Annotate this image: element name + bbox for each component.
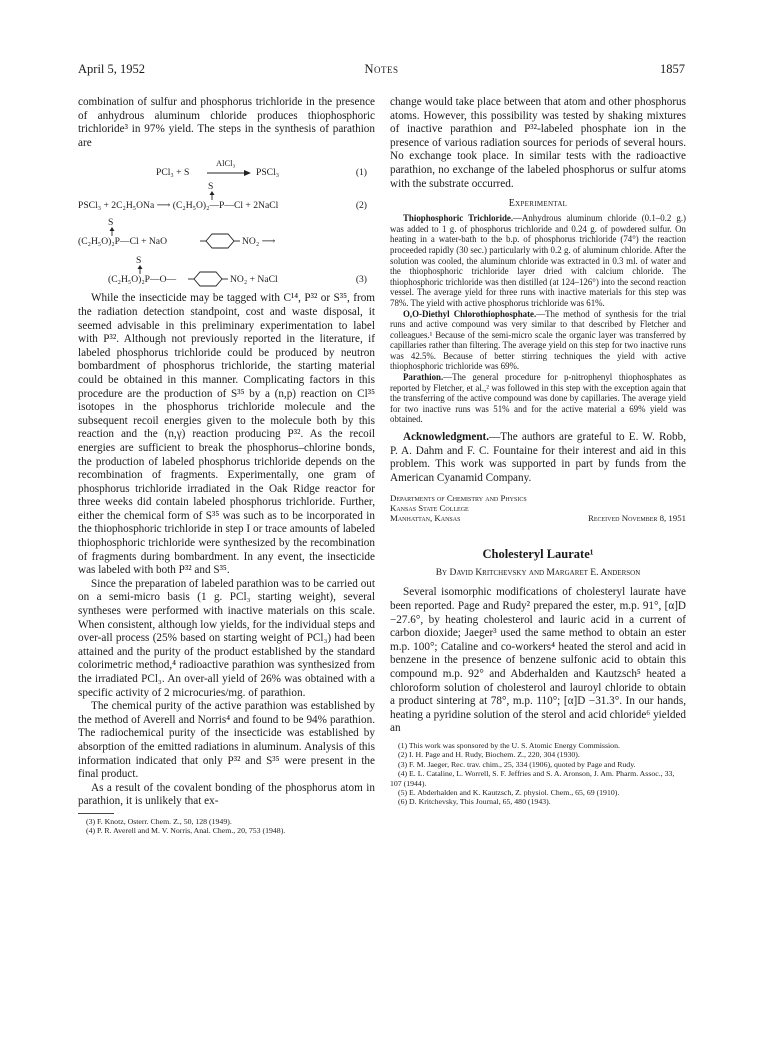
footnote: (3) F. M. Jaeger, Rec. trav. chim., 25, 334 (1906), quoted by Page and Rudy. [398,759,636,769]
eq3-number: (3) [355,274,367,286]
eq3-product-ester: (C₂H₅O)₂P—O— [108,274,177,286]
body-paragraph: change would take place between that atom and other phosphorus atoms. However, this possibility was tested by shaking mixtures of inactive parathion and P³²-labeled phosphate ion in the presence of various radiation sources for periods of several hours. No exchange took place. In similar tests with the radioactive parathion, no exchange of the labeled phosphorus or sulfur atoms with the substrate occurred. [390,96,686,190]
footnote: (4) E. L. Cataline, L. Worrell, S. F. Jeffries and S. A. Aronson, J. Am. Pharm. Assoc., 33, 107 (1944). [390,769,675,788]
benzene-ring-icon [200,232,240,250]
footnote: (6) D. Kritchevsky, This Journal, 65, 480 (1943). [398,797,551,807]
sulfur-atom: S [208,181,214,193]
header-page-number: 1857 [660,62,685,76]
eq1-product: PSCl₃ [256,167,280,179]
footnote: (2) I. H. Page and H. Rudy, Biochem. Z., 220, 304 (1930). [398,750,580,760]
footnote-rule [78,813,114,814]
acknowledgment-title: Acknowledgment. [403,431,490,444]
eq3-product-nitro: NO₂ + NaCl [230,274,278,286]
eq2-number: (2) [355,200,367,212]
body-paragraph: The chemical purity of the active parathion was established by the method of Averell and Norris⁴ and found to be 94% parathion. The radiochemical purity of the insecticide was established by absorption of the emitted radiations in aluminum. Analysis of this information indicated that only P³² and S³⁵ were present in the final product. [78,700,375,781]
eq2-sulfur-bond [78,178,375,198]
eq3-reactants: (C₂H₅O)₂P—Cl + NaO [78,236,167,248]
equation-1 [78,158,375,178]
intro-paragraph: combination of sulfur and phosphorus trichloride in the presence of anhydrous aluminum chloride produces thiophosphoric trichloride³ in 97% yield. The steps in the synthesis of parathion are [78,96,375,149]
right-column [390,96,686,807]
eq1-catalyst: AlCl₃ [216,158,236,169]
article-byline: By David Kritchevsky and Margaret E. Anderson [435,568,641,579]
subsection-title: O,O-Diethyl Chlorothiophosphate. [403,308,537,319]
footnote: (5) E. Abderhalden and K. Kautzsch, Z. physiol. Chem., 65, 69 (1910). [398,787,620,797]
experimental-section [390,213,686,425]
sulfur-atom: S [136,255,142,267]
running-header [78,62,685,78]
article-title: Cholesteryl Laurate¹ [482,547,594,562]
department: Departments of Chemistry and Physics [390,493,527,504]
header-section: Notes [364,62,399,76]
benzene-ring-icon [188,270,228,288]
affiliation [390,493,686,523]
subsection-title: Thiophosphoric Trichloride. [403,213,514,224]
city: Manhattan, Kansas [390,513,461,524]
equation-2 [78,198,375,214]
received-date: Received November 8, 1951 [587,513,686,524]
body-paragraph: Several isomorphic modifications of cholesteryl laurate have been reported. Page and Rudy² prepared the ester, m.p. 91°, [α]D −27.6°, by heating cholesterol and lauric acid in a current of carbon dioxide; Jaeger³ used the same method to obtain an ester m.p. 100°; Cataline and co-workers⁴ heated the sterol and acid in benzene in the presence of benzene sulfonic acid to obtain this compound m.p. 92° and Abderhalden and Kautzsch⁵ heated a chloroform solution of cholesterol and lauroyl chloride to obtain a product sintering at 78°, m.p. 110°; [α]D −31.3°. In our hands, heating a pyridine solution of the sterol and acid chloride⁶ yielded an [390,586,686,735]
equation-3a [78,234,375,252]
experimental-paragraph: Thiophosphoric Trichloride.—Anhydrous aluminum chloride (0.1–0.2 g.) was added to 1 g. of phosphorus trichloride and 0.24 g. of powdered sulfur. On heating in a water-bath to the b.p. of phosphorus trichloride (74°) the reaction proceeded rapidly (30 sec.) particularly with 0.2 g. of aluminum chloride. After the solution was cooled, the aluminum chloride was extracted in 0.3 ml. of water and the thiophosphoric trichloride layer dried with calcium chloride. The thiophosphoric trichloride was then distilled (at 124–126°) into the second reaction vessel. The average yield for three runs with inactive materials for this step was 78%. The yield with active phosphorus trichloride was 61%. [390,213,686,308]
college: Kansas State College [390,503,469,514]
left-column [78,96,375,836]
equation-3b [78,272,375,292]
footnote: (4) P. R. Averell and M. V. Norris, Anal. Chem., 20, 753 (1948). [86,826,286,836]
header-date: April 5, 1952 [78,62,146,76]
body-paragraph: While the insecticide may be tagged with C¹⁴, P³² or S³⁵, from the radiation detection standpoint, cost and waste disposal, it seemed advisable in this preliminary experimentation to label with P³². Although not previously reported in the literature, if labeled phosphorus trichloride could be produced by neutron bombardment of phosphorus trichloride, the starting material could be obtained in this manner. Complicating factors in this procedure are the production of S³⁵ by a (n,p) reaction on Cl³⁵ isotopes in the phosphorus trichloride molecule and the subsequent recoil energies given to the molecule both by this reaction and the (n,γ) reaction producing P³². As the recoil energies are sufficient to break the phosphorus–chlorine bonds, the production of labeled phosphorus trichloride depends on the recombination of fragments. Experimentally, one gram of phosphorus trichloride irradiated in the Oak Ridge reactor for three weeks did contain labeled phosphorus trichloride. Further, either the chemical form of S³⁵ was such as to be incorporated in the thiophosphoric trichloride in step I or trace amounts of labeled thiophosphoric trichloride were synthesized by the recombination of fragments during bombardment. In any event, the insecticide was labeled with both P³² and S³⁵. [78,292,375,577]
footnote: (3) F. Knotz, Osterr. Chem. Z., 50, 128 (1949). [86,816,232,826]
section-heading: Experimental [508,198,568,210]
eq1-number: (1) [355,167,367,179]
sulfur-atom: S [108,217,114,229]
eq2-text: PSCl₃ + 2C₂H₅ONa ⟶ (C₂H₅O)₂—P—Cl + 2NaCl [78,200,279,212]
acknowledgment: Acknowledgment.—The authors are grateful to E. W. Robb, P. A. Dahm and F. C. Fountaine for their interest and aid in this problem. This work was supported in part by funds from the American Cyanamid Company. [390,431,686,484]
eq1-reactants: PCl₃ + S [156,167,190,179]
subsection-title: Parathion. [403,372,444,383]
experimental-paragraph: Parathion.—The general procedure for p-nitrophenyl thiophosphates as reported by Fletcher, et al.,² was followed in this step with the exception again that the transferring of the active compound was done by capillaries. The average yield for two inactive runs was 51% and for the active material a 69% yield was obtained. [390,372,686,425]
body-paragraph: Since the preparation of labeled parathion was to be carried out on a semi-micro basis (1 g. PCl₃ starting weight), several syntheses were performed with inactive materials on this scale. When consistent, although low yields, for the individual steps and over-all process (25% based on starting weight of PCl₃) had been attained and the purity of the product established by the standard colorimetric method,⁴ radioactive parathion was synthesized from the irradiated PCl₃. An over-all yield of 26% was obtained with a specific activity of 2 microcuries/mg. of parathion. [78,577,375,699]
eq3-nitro: NO₂ ⟶ [242,236,276,248]
experimental-paragraph: O,O-Diethyl Chlorothiophosphate.—The method of synthesis for the trial runs and active compound was very similar to that described by Fletcher and colleagues.¹ Because of the semi-micro scale the organic layer was transferred by capillaries rather than filtering. The average yield on this step for two inactive runs was 42.5%. Because of better stirring techniques the yield with active thiophosphoric trichloride was 69%. [390,308,686,372]
eq3b-sulfur-bond [78,252,375,272]
footnote: (1) This work was sponsored by the U. S. Atomic Energy Commission. [398,740,620,750]
body-paragraph: As a result of the covalent bonding of the phosphorus atom in parathion, it is unlikely that ex- [78,781,375,808]
eq3-sulfur-bond [78,214,375,234]
reaction-arrow [206,168,252,178]
